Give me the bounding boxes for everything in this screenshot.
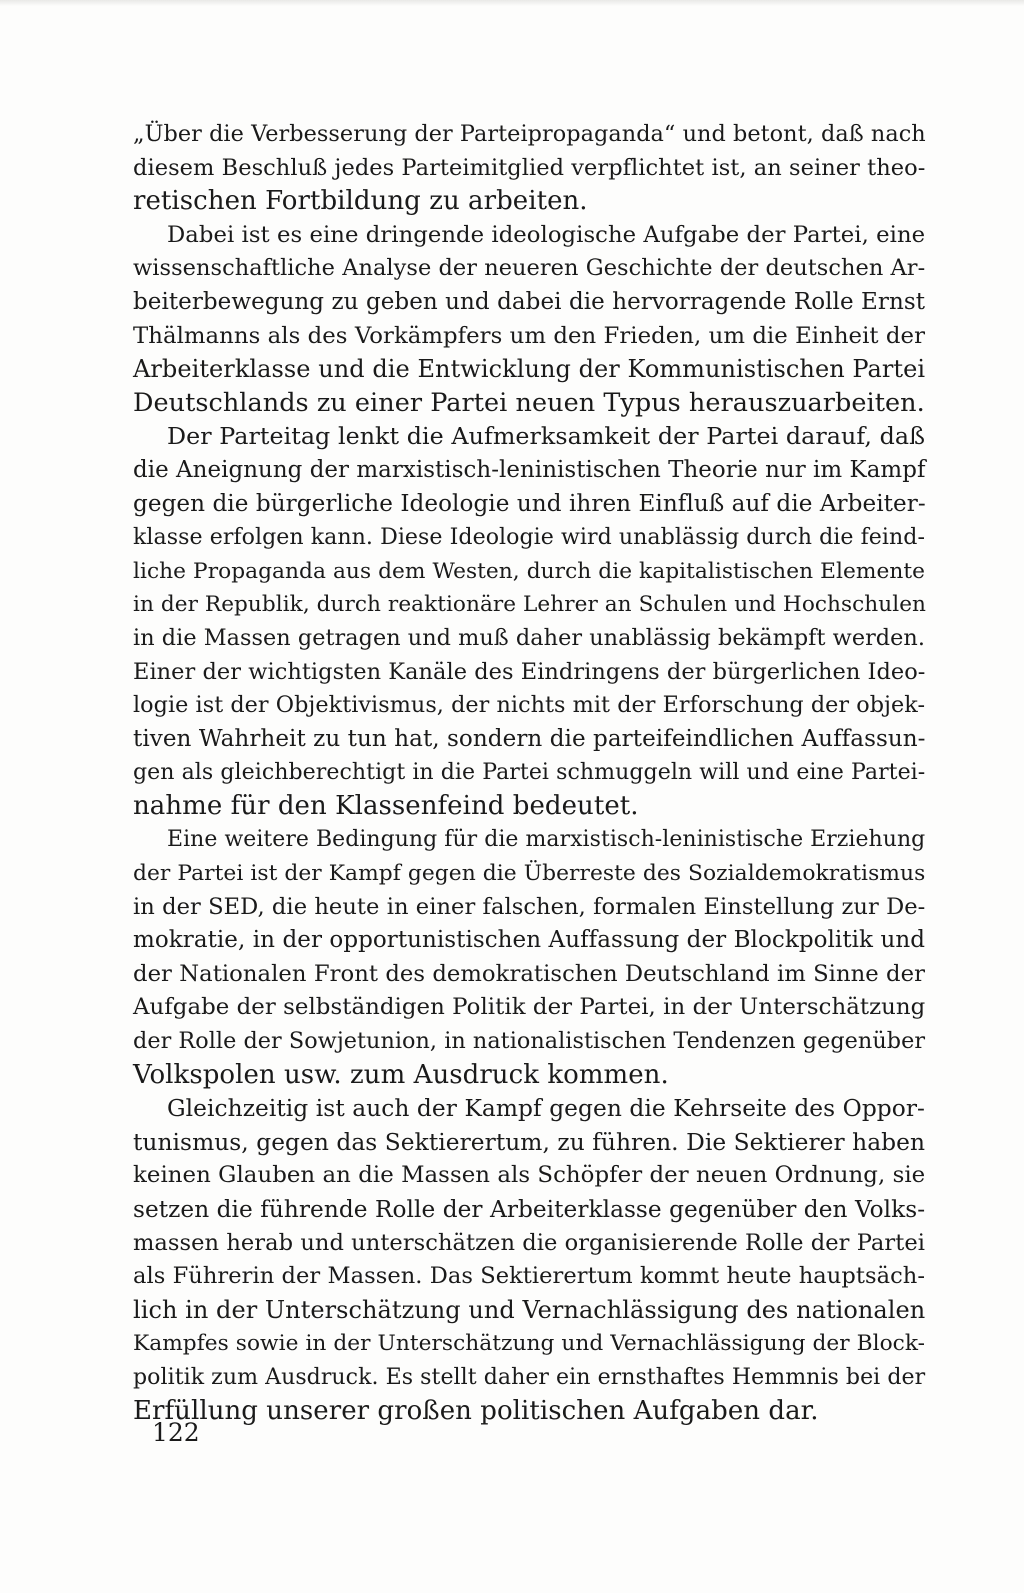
text-line: der Partei ist der Kampf gegen die Überreste des Sozialdemokratismus (133, 861, 926, 887)
text-line: der Rolle der Sowjetunion, in nationalistischen Tendenzen gegenüber (133, 1028, 926, 1055)
text-line: gen als gleichberechtigt in die Partei schmuggeln will und eine Partei- (133, 760, 926, 786)
page-number: 122 (152, 1418, 200, 1447)
paragraph-4 (133, 823, 925, 1092)
text-line: nahme für den Klassenfeind bedeutet. (133, 790, 639, 821)
text-line: in die Massen getragen und muß daher unablässig bekämpft werden. (133, 624, 925, 651)
text-line: lich in der Unterschätzung und Vernachlässigung des nationalen (133, 1295, 926, 1324)
text-line: Dabei ist es eine dringende ideologische Aufgabe der Partei, eine (167, 221, 926, 248)
text-line: Aufgabe der selbständigen Politik der Partei, in der Unterschätzung (133, 994, 926, 1021)
text-line: klasse erfolgen kann. Diese Ideologie wird unablässig durch die feind- (133, 524, 925, 551)
text-line: wissenschaftliche Analyse der neueren Geschichte der deutschen Ar- (133, 255, 926, 282)
text-line: in der Republik, durch reaktionäre Lehrer an Schulen und Hochschulen (133, 592, 926, 618)
text-line: Arbeiterklasse und die Entwicklung der Kommunistischen Partei (133, 355, 926, 384)
text-line: als Führerin der Massen. Das Sektierertum kommt heute hauptsäch- (133, 1263, 925, 1290)
text-line: Volkspolen usw. zum Ausdruck kommen. (133, 1059, 669, 1090)
page-top-edge (0, 0, 1024, 6)
paragraph-1 (133, 118, 925, 219)
paragraph-3 (133, 420, 925, 823)
text-line: Einer der wichtigsten Kanäle des Eindringens der bürgerlichen Ideo- (133, 658, 926, 685)
text-line: tunismus, gegen das Sektierertum, zu führen. Die Sektierer haben (133, 1128, 926, 1156)
text-line: politik zum Ausdruck. Es stellt daher ein ernsthaftes Hemmnis bei der (133, 1364, 926, 1390)
paragraph-5 (133, 1092, 925, 1428)
text-line: logie ist der Objektivismus, der nichts mit der Erforschung der objek- (133, 692, 926, 719)
text-line: gegen die bürgerliche Ideologie und ihren Einfluß auf die Arbeiter- (133, 490, 926, 517)
text-line: Thälmanns als des Vorkämpfers um den Frieden, um die Einheit der (133, 322, 925, 349)
text-line: Der Parteitag lenkt die Aufmerksamkeit der Partei darauf, daß (167, 422, 925, 451)
text-line: Eine weitere Bedingung für die marxistisch-leninistische Erziehung (167, 827, 926, 853)
text-line: mokratie, in der opportunistischen Auffassung der Blockpolitik und (133, 927, 925, 954)
text-line: massen herab und unterschätzen die organisierende Rolle der Partei (133, 1229, 925, 1256)
body-text (133, 118, 925, 1428)
text-line: diesem Beschluß jedes Parteimitglied verpflichtet ist, an seiner theo- (133, 154, 926, 181)
text-line: Kampfes sowie in der Unterschätzung und Vernachlässigung der Block- (133, 1331, 926, 1357)
text-line: keinen Glauben an die Massen als Schöpfer der neuen Ordnung, sie (133, 1162, 926, 1189)
text-line: retischen Fortbildung zu arbeiten. (133, 186, 588, 217)
text-line: Gleichzeitig ist auch der Kampf gegen die Kehrseite des Oppor- (167, 1095, 925, 1123)
text-line: Deutschlands zu einer Partei neuen Typus herauszuarbeiten. (133, 387, 925, 418)
text-line: setzen die führende Rolle der Arbeiterklasse gegenüber den Volks- (133, 1196, 926, 1223)
text-line: liche Propaganda aus dem Westen, durch die kapitalistischen Elemente (133, 558, 925, 584)
text-line: der Nationalen Front des demokratischen Deutschland im Sinne der (133, 960, 925, 987)
text-line: „Über die Verbesserung der Parteipropaganda“ und betont, daß nach (133, 121, 926, 147)
text-line: die Aneignung der marxistisch-leninistischen Theorie nur im Kampf (133, 456, 926, 483)
text-line: tiven Wahrheit zu tun hat, sondern die parteifeindlichen Auffassun- (133, 725, 926, 752)
text-line: Erfüllung unserer großen politischen Aufgaben dar. (133, 1395, 819, 1426)
text-line: in der SED, die heute in einer falschen, formalen Einstellung zur De- (133, 893, 926, 920)
text-line: beiterbewegung zu geben und dabei die hervorragende Rolle Ernst (133, 288, 925, 315)
paragraph-2 (133, 219, 925, 421)
